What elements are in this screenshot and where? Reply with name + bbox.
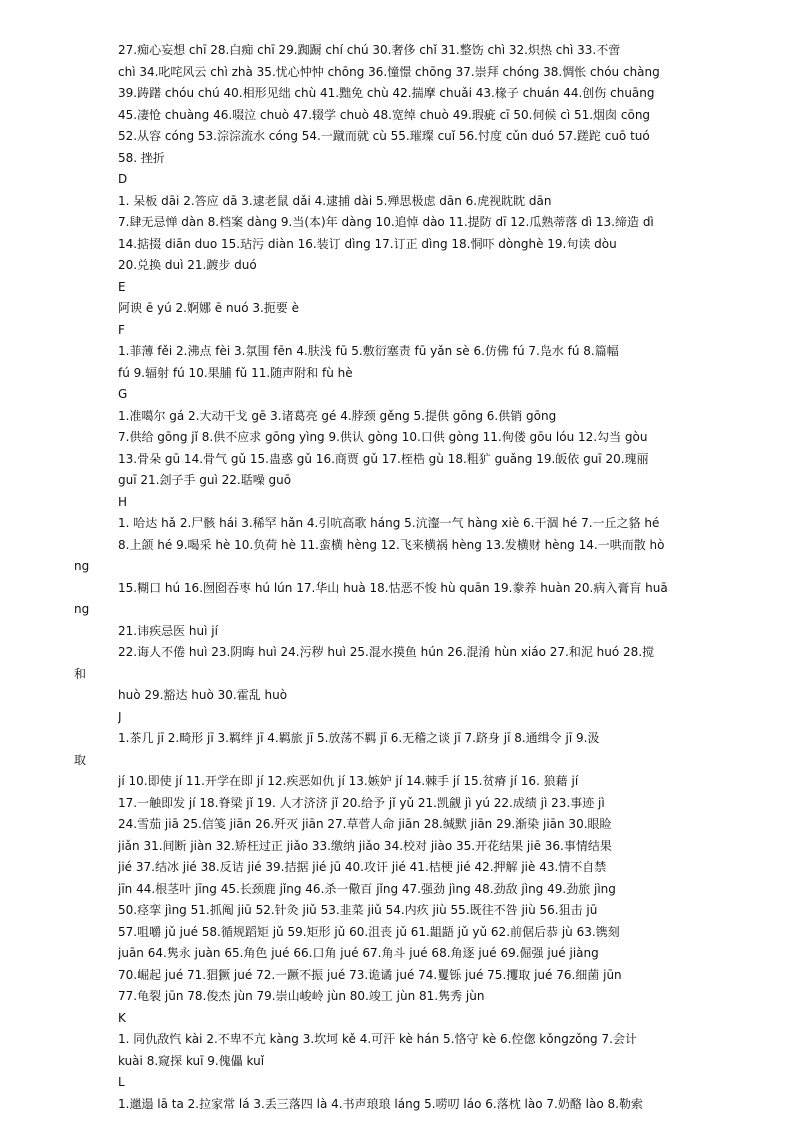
text-line: 阿谀 ē yú 2.婀娜 ē nuó 3.扼要 è xyxy=(118,301,300,315)
text-line: kuài 8.窥探 kuī 9.傀儡 kuǐ xyxy=(118,1053,265,1068)
text-line: 27.痴心妄想 chī 28.白痴 chī 29.踟蹰 chí chú 30.奢侈 chǐ 31.整饬 chì 32.炽热 chì 33.不啻 xyxy=(118,43,621,57)
text-line: 77.龟裂 jūn 78.俊杰 jùn 79.崇山峻岭 jùn 80.竣工 jùn 81.隽秀 jùn xyxy=(118,989,485,1003)
section-letter: J xyxy=(118,709,122,724)
text-line: 50.痉挛 jìng 51.抓阄 jiū 52.针灸 jiǔ 53.韭菜 jiǔ 54.内疚 jiù 55.既往不咎 jiù 56.狙击 jū xyxy=(118,903,598,917)
pinyin-list xyxy=(74,40,718,1115)
text-line: 8.上颌 hé 9.喝采 hè 10.负荷 hè 11.蛮横 hèng 12.飞来横祸 hèng 13.发横财 hèng 14.一哄而散 hò xyxy=(118,537,665,552)
section-letter: E xyxy=(118,279,126,294)
text-line: jí 10.即使 jí 11.开学在即 jí 12.疾恶如仇 jí 13.嫉妒 jí 14.棘手 jí 15.贫瘠 jí 16. 狼藉 jí xyxy=(118,774,579,788)
text-line: 21.讳疾忌医 huì jí xyxy=(118,623,218,638)
text-line: 22.诲人不倦 huì 23.阴晦 huì 24.污秽 huì 25.混水摸鱼 hún 26.混淆 hùn xiáo 27.和泥 huó 28.搅 xyxy=(118,645,655,659)
section-letter: G xyxy=(118,387,128,401)
text-line: 39.踌躇 chóu chú 40.相形见绌 chù 41.黜免 chù 42.揣摩 chuǎi 43.椽子 chuán 44.创伤 chuāng xyxy=(118,86,655,100)
text-line: 58. 挫折 xyxy=(118,150,165,165)
text-line: 13.骨朵 gū 14.骨气 gǔ 15.蛊惑 gǔ 16.商贾 gǔ 17.桎梏 gù 18.粗犷 guǎng 19.皈依 guī 20.瑰丽 xyxy=(118,451,649,466)
section-letter: D xyxy=(118,172,128,186)
text-line: 24.雪茄 jiā 25.信笺 jiān 26.歼灭 jiān 27.草菅人命 jiān 28.缄默 jiān 29.渐染 jiān 30.眼睑 xyxy=(118,817,612,831)
text-line: jīn 44.根茎叶 jīng 45.长颈鹿 jǐng 46.杀一儆百 jǐng 47.强劲 jìng 48.劲敌 jìng 49.劲旅 jìng xyxy=(118,881,616,896)
text-line: 70.崛起 jué 71.猖獗 jué 72.一蹶不振 jué 73.诡谲 jué 74.矍铄 jué 75.攫取 jué 76.细菌 jūn xyxy=(118,967,622,982)
text-line: 7.供给 gōng jǐ 8.供不应求 gōng yìng 9.供认 gòng 10.口供 gòng 11.佝偻 gōu lóu 12.勾当 gòu xyxy=(118,430,648,444)
text-line: 1. 哈达 hǎ 2.尸骸 hái 3.稀罕 hǎn 4.引吭高歌 háng 5.沆瀣一气 hàng xiè 6.干涸 hé 7.一丘之貉 hé xyxy=(118,516,660,530)
text-line: 7.肆无忌惮 dàn 8.档案 dàng 9.当(本)年 dàng 10.追悼 dào 11.提防 dī 12.瓜熟蒂落 dì 13.缔造 dì xyxy=(118,215,654,229)
section-letter: F xyxy=(118,322,125,337)
text-line: 取 xyxy=(74,752,87,767)
text-line: 1.茶几 jī 2.畸形 jī 3.羁绊 jī 4.羁旅 jī 5.放荡不羁 jī 6.无稽之谈 jī 7.跻身 jī 8.通缉令 jī 9.汲 xyxy=(118,731,600,745)
text-line: 14.掂掇 diān duo 15.玷污 diàn 16.装订 dìng 17.订正 dìng 18.恫吓 dònghè 19.句读 dòu xyxy=(118,236,617,251)
text-line: chì 34.叱咤风云 chì zhà 35.忧心忡忡 chōng 36.憧憬 chōng 37.崇拜 chóng 38.惆怅 chóu chàng xyxy=(118,64,660,79)
section-letter: L xyxy=(118,1075,125,1089)
text-line: 和 xyxy=(74,666,87,681)
text-line: guī 21.刽子手 guì 22.聒噪 guō xyxy=(118,473,292,487)
text-line: 20.兑换 duì 21.踱步 duó xyxy=(118,258,257,272)
text-line: jiǎn 31.间断 jiàn 32.矫枉过正 jiǎo 33.缴纳 jiǎo 34.校对 jiào 35.开花结果 jiē 36.事情结果 xyxy=(118,838,612,853)
section-letter: H xyxy=(118,494,128,509)
text-line: juān 64.隽永 juàn 65.角色 jué 66.口角 jué 67.角斗 jué 68.角逐 jué 69.倔强 jué jiàng xyxy=(118,946,599,960)
text-line: 15.糊口 hú 16.囫囵吞枣 hú lún 17.华山 huà 18.怙恶不悛 hù quān 19.豢养 huàn 20.病入膏肓 huā xyxy=(118,580,668,595)
text-line: 57.咀嚼 jǔ jué 58.循规蹈矩 jǔ 59.矩形 jǔ 60.沮丧 jǔ 61.龃龉 jǔ yǔ 62.前倨后恭 jù 63.镌刻 xyxy=(118,924,620,939)
text-line: fú 9.辐射 fú 10.果脯 fǔ 11.随声附和 fù hè xyxy=(118,365,353,380)
text-line: 1.菲薄 fěi 2.沸点 fèi 3.氛围 fēn 4.肤浅 fū 5.敷衍塞责 fū yǎn sè 6.仿佛 fú 7.凫水 fú 8.篇幅 xyxy=(118,344,619,358)
text-line: jié 37.结冰 jié 38.反诘 jié 39.拮据 jié jū 40.攻讦 jié 41.桔梗 jié 42.押解 jiè 43.情不自禁 xyxy=(118,860,607,874)
text-line: 45.凄怆 chuàng 46.啜泣 chuò 47.辍学 chuò 48.宽绰 chuò 49.瑕疵 cī 50.伺候 cì 51.烟囱 cōng xyxy=(118,107,651,122)
text-line: ng xyxy=(74,602,90,616)
text-line: 1.准噶尔 gá 2.大动干戈 gē 3.诸葛亮 gé 4.脖颈 gěng 5.提供 gōng 6.供销 gōng xyxy=(118,408,557,423)
text-line: ng xyxy=(74,559,90,573)
text-line: huò 29.豁达 huò 30.霍乱 huò xyxy=(118,688,288,702)
text-line: 1. 呆板 dāi 2.答应 dā 3.逮老鼠 dǎi 4.逮捕 dài 5.殚思极虑 dān 6.虎视眈眈 dān xyxy=(118,193,552,208)
text-line: 52.从容 cóng 53.淙淙流水 cóng 54.一蹴而就 cù 55.璀璨 cuǐ 56.忖度 cǔn duó 57.蹉跎 cuō tuó xyxy=(118,129,650,143)
text-line: 1. 同仇敌忾 kài 2.不卑不亢 kàng 3.坎坷 kě 4.可汗 kè hán 5.恪守 kè 6.倥偬 kǒngzǒng 7.会计 xyxy=(118,1032,637,1046)
section-letter: K xyxy=(118,1010,126,1025)
text-line: 17.一触即发 jí 18.脊梁 jǐ 19. 人才济济 jǐ 20.给予 jǐ yǔ 21.凯觎 jì yú 22.成绩 jì 23.事迹 jì xyxy=(118,795,605,810)
text-line: 1.邋遢 lā ta 2.拉家常 lá 3.丢三落四 là 4.书声琅琅 láng 5.唠叨 láo 6.落枕 lào 7.奶酪 lào 8.勒索 xyxy=(118,1096,643,1111)
